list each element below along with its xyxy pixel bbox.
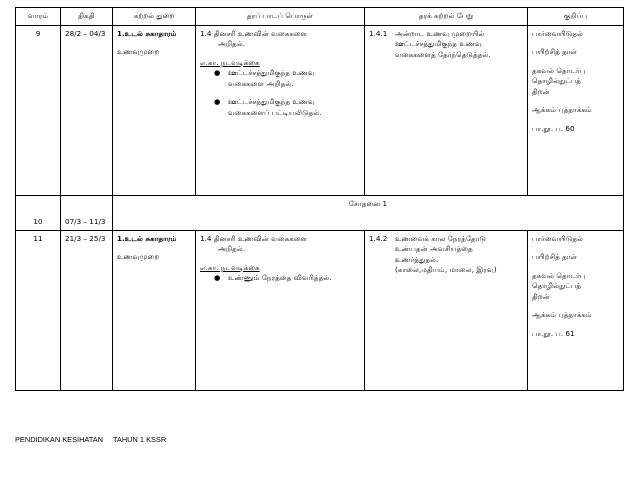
lo-text: உணர்த்துதல். [395,254,439,264]
standard-heading-cont: அறிதல். [218,39,246,49]
standard-heading: 1.4 தினசரி உணவின் வகைகளை [200,234,308,243]
page-footer [15,435,174,444]
exam-row [16,196,624,231]
header-learning-area: கற்றல் துறை [113,8,196,26]
area-title: 1.உடல் சுகாதாரம் [117,234,177,243]
header-week: வாரம் [16,8,61,26]
lo-text: வகைகளைத் தேர்ந்தெடுத்தல். [395,49,491,59]
note-item: பார்வையிடுதல் [532,234,583,243]
note-item: திறன் [532,291,550,301]
week-cell: 10 [16,196,61,231]
exam-label: சோதனை 1 [113,196,624,231]
learning-area-cell [113,231,196,391]
list-item [200,97,360,118]
bullet-text: வகைகளை அறிதல். [228,78,294,88]
footer-level: TAHUN 1 KSSR [112,435,167,444]
note-item: பார்வையிடுதல் [532,29,583,38]
week-cell: 11 [16,231,61,391]
list-item [200,68,360,89]
date-cell: 28/2 – 04/3 [61,26,113,196]
content-standard-cell [196,26,365,196]
standard-heading-cont: அறிதல். [218,244,246,254]
lo-text: உணவைக் கால நேரத்தோடு [395,234,486,243]
date-cell: 07/3 – 11/3 [61,196,113,231]
bullet-text: ஊட்டச்சத்துமிகுந்த உணவு [228,68,315,78]
bullet-text: ஊட்டச்சத்துமிகுந்த உணவு [228,97,315,107]
bullet-icon: ● [214,273,221,283]
lo-text: அன்றாட உணவு முறையில் [395,29,485,38]
note-item: தகவல் தொடர்பு [532,65,586,75]
activity-label: எ.கா. நடவடிக்கை [200,262,260,272]
notes-cell [528,231,624,391]
area-subtitle: உணவுமுறை [117,47,160,57]
learning-standard-cell [365,26,528,196]
note-item: திறன் [532,86,550,96]
header-row [16,8,624,26]
note-item: ஆக்கம் புத்தாக்கம் [532,310,592,320]
footer-subject: PENDIDIKAN KESIHATAN [15,435,104,444]
week-cell: 9 [16,26,61,196]
header-date: திகதி [61,8,113,26]
header-content-standard: தரப் பாடப் பொருள் [196,8,365,26]
content-standard-cell [196,231,365,391]
area-subtitle: உணவுமுறை [117,252,160,262]
standard-heading: 1.4 தினசரி உணவின் வகைகளை [200,29,308,38]
learning-standard-cell [365,231,528,391]
notes-cell [528,26,624,196]
date-cell: 21/3 – 25/3 [61,231,113,391]
lo-text: உண்பதன் அவசியத்தை [395,244,473,254]
bullet-icon: ● [214,68,221,78]
note-item: ஆக்கம் புத்தாக்கம் [532,105,592,115]
area-title: 1.உடல் சுகாதாரம் [117,29,177,38]
note-item: பா.நூ. ப. 61 [532,328,575,338]
lo-text: ஊட்டச்சத்துமிகுந்த உணவு [395,39,482,49]
note-item: பா.நூ. ப. 60 [532,123,575,133]
note-item: தொழில்நுட்பத் [532,76,582,86]
lo-code: 1.4.1 [369,29,388,38]
lo-code: 1.4.2 [369,234,388,243]
learning-area-cell [113,26,196,196]
note-item: பயிற்சித் தாள் [532,252,578,262]
bullet-text: உண்ணும் நேரத்தை விவரித்தல். [228,273,332,283]
bullet-text: வகைகளைப் பட்டியலிடுதல். [228,107,322,117]
lo-text: (காலை,மதியம், மாலை, இரவு) [395,265,497,275]
activity-label: எ.கா. நடவடிக்கை [200,57,260,67]
table-row [16,26,624,196]
header-learning-standard: தரக் கற்றல் பேறு [365,8,528,26]
note-item: தகவல் தொடர்பு [532,270,586,280]
lesson-plan-table [15,7,624,391]
note-item: தொழில்நுட்பத் [532,281,582,291]
note-item: பயிற்சித் தாள் [532,47,578,57]
list-item [200,273,360,283]
header-notes: குறிப்பு [528,8,624,26]
table-row [16,231,624,391]
bullet-icon: ● [214,97,221,107]
